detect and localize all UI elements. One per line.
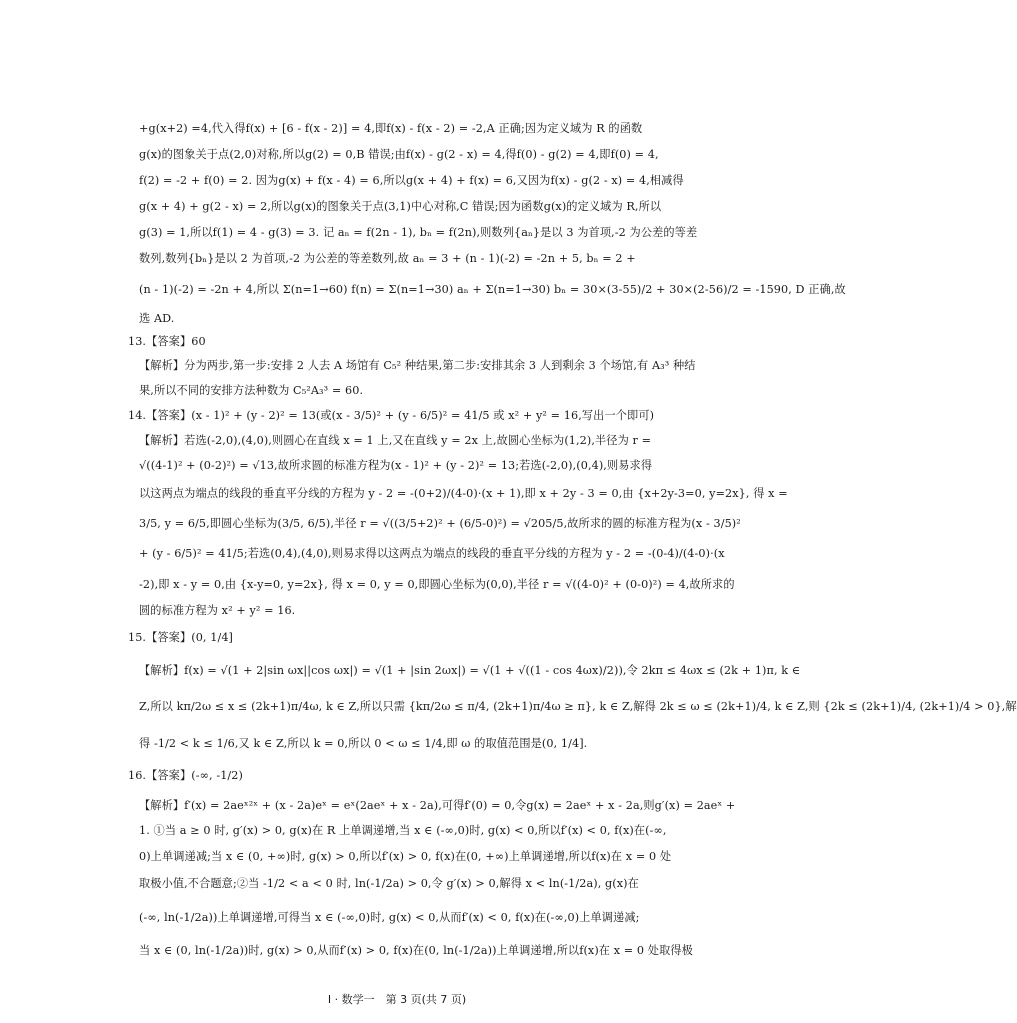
- text-line: -2),即 x - y = 0,由 {x-y=0, y=2x}, 得 x = 0, y = 0,即圆心坐标为(0,0),半径 r = √((4-0)² + (0-0)²) = 4,故所求的: [139, 578, 735, 591]
- text-line: 得 -1/2 < k ≤ 1/6,又 k ∈ Z,所以 k = 0,所以 0 < ω ≤ 1/4,即 ω 的取值范围是(0, 1/4].: [139, 737, 588, 750]
- text-line: 1. ①当 a ≥ 0 时, g′(x) > 0, g(x)在 R 上单调递增,当 x ∈ (-∞,0)时, g(x) < 0,所以f′(x) < 0, f(x)在(-∞,: [139, 824, 667, 837]
- answer-16-heading: 16.【答案】(-∞, -1/2): [128, 769, 243, 782]
- text-line: 3/5, y = 6/5,即圆心坐标为(3/5, 6/5),半径 r = √((3/5+2)² + (6/5-0)²) = √205/5,故所求的圆的标准方程为(x - 3/5)²: [139, 517, 741, 530]
- text-line: √((4-1)² + (0-2)²) = √13,故所求圆的标准方程为(x - 1)² + (y - 2)² = 13;若选(-2,0),(0,4),则易求得: [139, 459, 653, 472]
- answer-13-heading: 13.【答案】60: [128, 335, 206, 348]
- text-line: +g(x+2) =4,代入得f(x) + [6 - f(x - 2)] = 4,即f(x) - f(x - 2) = -2,A 正确;因为定义域为 R 的函数: [139, 122, 643, 135]
- text-line: 当 x ∈ (0, ln(-1/2a))时, g(x) > 0,从而f′(x) > 0, f(x)在(0, ln(-1/2a))上单调递增,所以f(x)在 x = 0 处取得极: [139, 944, 693, 957]
- answer-14-heading: 14.【答案】(x - 1)² + (y - 2)² = 13(或(x - 3/5)² + (y - 6/5)² = 41/5 或 x² + y² = 16,写出一个即可): [128, 409, 655, 422]
- text-line: g(x)的图象关于点(2,0)对称,所以g(2) = 0,B 错误;由f(x) - g(2 - x) = 4,得f(0) - g(2) = 4,即f(0) = 4,: [139, 148, 659, 161]
- text-line: (-∞, ln(-1/2a))上单调递增,可得当 x ∈ (-∞,0)时, g(x) < 0,从而f′(x) < 0, f(x)在(-∞,0)上单调递减;: [139, 911, 640, 924]
- answer-15-heading: 15.【答案】(0, 1/4]: [128, 631, 234, 644]
- text-line: 【解析】f′(x) = 2aeˣ²ˣ + (x - 2a)eˣ = eˣ(2aeˣ + x - 2a),可得f′(0) = 0,令g(x) = 2aeˣ + x - 2a,则g′(x) = 2aeˣ +: [139, 799, 736, 812]
- text-line: g(x + 4) + g(2 - x) = 2,所以g(x)的图象关于点(3,1)中心对称,C 错误;因为函数g(x)的定义域为 R,所以: [139, 200, 662, 213]
- text-line: f(2) = -2 + f(0) = 2. 因为g(x) + f(x - 4) = 6,所以g(x + 4) + f(x) = 6,又因为f(x) - g(2 - x) = 4,相减得: [139, 174, 684, 187]
- text-line: 圆的标准方程为 x² + y² = 16.: [139, 604, 296, 617]
- text-line: 0)上单调递减;当 x ∈ (0, +∞)时, g(x) > 0,所以f′(x) > 0, f(x)在(0, +∞)上单调递增,所以f(x)在 x = 0 处: [139, 850, 672, 863]
- text-line: (n - 1)(-2) = -2n + 4,所以 Σ(n=1→60) f(n) = Σ(n=1→30) aₙ + Σ(n=1→30) bₙ = 30×(3-55)/2 + 30×(2-56)/2 = -1590, D 正确,故: [139, 283, 846, 296]
- text-line: 果,所以不同的安排方法种数为 C₅²A₃³ = 60.: [139, 384, 364, 397]
- text-line: 【解析】f(x) = √(1 + 2|sin ωx||cos ωx|) = √(1 + |sin 2ωx|) = √(1 + √((1 - cos 4ωx)/2)),令 2kπ ≤ 4ωx ≤ (2k + 1)π, k ∈: [139, 664, 801, 677]
- text-line: + (y - 6/5)² = 41/5;若选(0,4),(4,0),则易求得以这两点为端点的线段的垂直平分线的方程为 y - 2 = -(0-4)/(4-0)·(x: [139, 547, 725, 560]
- text-line: 选 AD.: [139, 312, 175, 325]
- text-line: 【解析】分为两步,第一步:安排 2 人去 A 场馆有 C₅² 种结果,第二步:安排其余 3 人到剩余 3 个场馆,有 A₃³ 种结: [139, 359, 696, 372]
- page-footer: Ⅰ · 数学一 第 3 页(共 7 页): [327, 993, 467, 1006]
- text-line: 取极小值,不合题意;②当 -1/2 < a < 0 时, ln(-1/2a) > 0,令 g′(x) > 0,解得 x < ln(-1/2a), g(x)在: [139, 877, 639, 890]
- text-line: g(3) = 1,所以f(1) = 4 - g(3) = 3. 记 aₙ = f(2n - 1), bₙ = f(2n),则数列{aₙ}是以 3 为首项,-2 为公差的等差: [139, 226, 698, 239]
- text-line: Z,所以 kπ/2ω ≤ x ≤ (2k+1)π/4ω, k ∈ Z,所以只需 {kπ/2ω ≤ π/4, (2k+1)π/4ω ≥ π}, k ∈ Z,解得 2k ≤ ω ≤ (2k+1)/4, k ∈ Z,则 {2k ≤ (2k+1)/4, (2k+1)/4 > 0},解: [139, 700, 1017, 713]
- text-line: 【解析】若选(-2,0),(4,0),则圆心在直线 x = 1 上,又在直线 y = 2x 上,故圆心坐标为(1,2),半径为 r =: [139, 434, 652, 447]
- text-line: 数列,数列{bₙ}是以 2 为首项,-2 为公差的等差数列,故 aₙ = 3 + (n - 1)(-2) = -2n + 5, bₙ = 2 +: [139, 252, 636, 265]
- text-line: 以这两点为端点的线段的垂直平分线的方程为 y - 2 = -(0+2)/(4-0)·(x + 1),即 x + 2y - 3 = 0,由 {x+2y-3=0, y=2x}, 得 x =: [139, 487, 788, 500]
